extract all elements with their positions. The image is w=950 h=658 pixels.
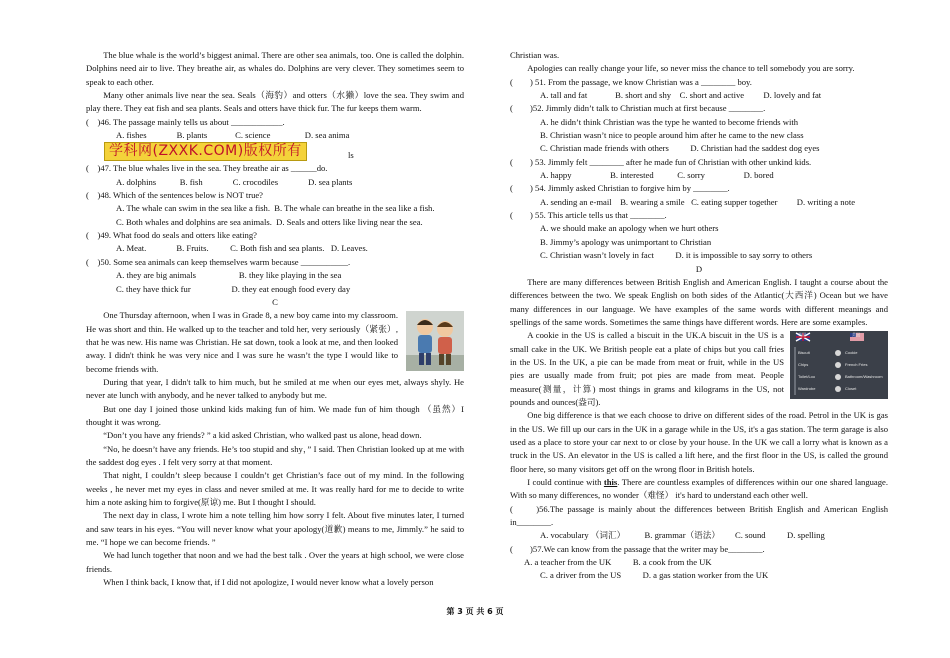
two-kids-illustration	[406, 311, 464, 371]
question-57: ( )57.We can know from the passage that the writer may be________.	[510, 543, 765, 554]
passage-c-paragraph-10: Apologies can really change your life, so never miss the chance to tell somebody you are sorry.	[527, 63, 855, 74]
question-52-option-a: A. he didn’t think Christian was the type he wanted to become friends with	[540, 116, 799, 127]
passage-c-paragraph-4: “Don’t you have any friends? ” a kid asked Christian, who walked past us alone, head down.	[103, 430, 422, 441]
question-51-options: A. tall and fat B. short and shy C. short and active D. lovely and fat	[540, 90, 822, 101]
passage-c-paragraph-7: The next day in class, I wrote him a note telling him how sorry I felt. About five minutes later, I turned and saw tears in his eyes. “You will never know what your apology(道歉) means to me, Jimmly.” he said to me. “I hope we can become friends. ”	[86, 510, 464, 548]
passage-d-paragraph-2: A cookie in the US is called a biscuit in the UK.A biscuit in the US is a small cake in the UK. We British people eat a plate of chips but you call fries in the US. In the UK, a pie can be made from meat or fruit, while in the US pies are usually made from fruit; pot pies are made from meat. People measure(测量，计算) most things in grams and kilograms in the US, not pounds and ounces(盎司).	[510, 330, 784, 407]
question-47-options: A. dolphins B. fish C. crocodiles D. sea plants	[116, 176, 353, 187]
question-50-option-cd: C. they have thick fur D. they eat enough food every day	[116, 283, 351, 294]
question-48-option-cd: C. Both whales and dolphins are sea animals. D. Seals and otters like living near the sea.	[116, 216, 423, 227]
sign-header-right: 美国	[852, 332, 860, 338]
question-52-option-b: B. Christian wasn’t nice to people around him after he came to the new class	[540, 130, 804, 141]
question-50: ( )50. Some sea animals can keep themselves warm because ___________.	[86, 256, 351, 267]
question-57-option-ab: A. a teacher from the UK B. a cook from the UK	[524, 557, 712, 568]
sign-us-word-1: Cookie	[845, 350, 858, 356]
paragraph-4-rest: . There are countless examples of differences within our one shared language. With so many differences, no wonder（难怪） it's hard to understand each other well.	[510, 477, 889, 501]
passage-c-paragraph-3: But one day I joined those unkind kids making fun of him. We made fun of him though （虽然）I thought it was wrong.	[86, 403, 464, 427]
question-51: ( ) 51. From the passage, we know Christian was a ________ boy.	[510, 76, 752, 87]
sign-header-left: 英国	[798, 332, 806, 338]
question-56-options: A. vocabulary （词汇） B. grammar（语法） C. sound D. spelling	[540, 530, 825, 541]
question-57-option-cd: C. a driver from the US D. a gas station worker from the UK	[540, 570, 769, 581]
question-54-options: A. sending an e-mail B. wearing a smile C. eating supper together D. writing a note	[540, 196, 856, 207]
passage-c-paragraph-1: One Thursday afternoon, when I was in Grade 8, a new boy came into my classroom. He was short and thin. He walked up to the teacher and told her, very seriously（紧张）, that he was new. His name was Christian. He sat down, took a look at me, and then looked away. I didn't think he was very nice and I was sure he wasn’t the type I would like to become friends with.	[86, 310, 398, 374]
question-48: ( )48. Which of the sentences below is NOT true?	[86, 190, 263, 201]
two-kids-icon	[406, 311, 464, 371]
question-55-option-a: A. we should make an apology when we hurt others	[540, 223, 719, 234]
watermark-tail-text: ls	[348, 150, 354, 161]
passage-c-paragraph-9-end: Christian was.	[510, 50, 560, 60]
passage-d-paragraph-1: There are many differences between British English and American English. I taught a course about the differences between the two. We speak English on both sides of the Atlantic(大西洋) Ocean but we have many differences in our language. We have examples of the same words with different meanings and spellings of the same words. Sometimes the same things have different words. Here are some examples.	[510, 276, 888, 327]
uk-us-words-sign	[790, 331, 888, 399]
question-52: ( )52. Jimmly didn’t talk to Christian much at first because ________.	[510, 103, 766, 114]
question-55-option-b: B. Jimmy’s apology was unimportant to Christian	[540, 236, 712, 247]
passage-c-paragraph-5: “No, he doesn’t have any friends. He’s too stupid and shy，” I said. Then Christian looked up at me with the saddest dog eyes . I felt very sorry at that moment.	[86, 443, 464, 467]
question-53-options: A. happy B. interested C. sorry D. bored	[540, 170, 774, 181]
question-49: ( )49. What food do seals and otters like eating?	[86, 230, 257, 241]
passage-d-paragraph-3: One big difference is that we each choose to drive on different sides of the road. Petrol in the UK is gas in the US. We fill up our cars in the UK in a garage while in the US, it's a gas station. The term garage is also used as a place to store your car next to or close by your house. In the UK we call a lorry what is known as a truck in the US. An elevator in the US is called a lift here, and the first floor in the US, is called the ground floor here, so many visitors get off on the wrong floor in British hotels.	[510, 410, 888, 474]
question-55: ( ) 55. This article tells us that ________.	[510, 210, 667, 221]
question-46: ( )46. The passage mainly tells us about ____________.	[86, 116, 285, 127]
passage-b-paragraph-2: Many other animals live near the sea. Seals（海豹）and otters（水獭）love the sea. They swim and play there. They eat fish and sea plants. Seals and otters have thick fur. The fur keeps them warm.	[86, 90, 464, 114]
passage-c-paragraph-9: When I think back, I know that, if I did not apologize, I would never know what a lovely person	[103, 577, 434, 588]
watermark-banner: 学科网(ZXXK.COM)版权所有	[104, 142, 307, 161]
right-column	[510, 49, 888, 583]
question-49-options: A. Meat. B. Fruits. C. Both fish and sea plants. D. Leaves.	[116, 243, 368, 254]
question-54: ( ) 54. Jimmly asked Christian to forgive him by ________.	[510, 183, 730, 194]
section-d-heading: D	[695, 263, 703, 274]
section-c-heading: C	[272, 296, 278, 307]
sign-uk-word-2: Chips	[798, 362, 809, 368]
question-50-option-ab: A. they are big animals B. they like playing in the sea	[116, 270, 342, 281]
page-footer: 第 3 页 共 6 页	[446, 607, 504, 616]
underlined-this: this	[603, 477, 618, 487]
sign-uk-word-1: Biscuit	[798, 350, 810, 356]
watermark-row	[86, 142, 464, 162]
passage-b-paragraph-1: The blue whale is the world’s biggest animal. There are other sea animals, too. One is called the dolphin. Dolphins need air to live. They breathe air, as whales do. Dolphins are very clever. They sometimes seem to speak to each other.	[86, 50, 464, 87]
question-56: ( )56.The passage is mainly about the differences between British English and American English in________.	[510, 503, 888, 528]
passage-c-paragraph-6: That night, I couldn’t sleep because I couldn’t get Christian’s face out of my mind. In the following weeks , he never met my eyes in class and never smiled at me. It was really hard for me to decide to write him a note asking him to forgive(原谅) me. But I thought I should.	[86, 470, 464, 507]
question-48-option-ab: A. The whale can swim in the sea like a fish. B. The whale can breathe in the sea like a fish.	[116, 203, 435, 214]
passage-c-paragraph-2: During that year, I didn't talk to him much, but he smiled at me when our eyes met, always shyly. He never ate lunch with anybody, and he never talked to anybody but me.	[86, 376, 464, 401]
question-46-options: A. fishes B. plants C. science D. sea anima	[116, 130, 350, 141]
paragraph-4-start: I could continue with	[527, 477, 604, 487]
sign-us-word-4: Closet	[845, 386, 857, 392]
sign-uk-word-3: Toilet/Loo	[798, 374, 816, 380]
sign-us-word-3: Bathroom/Washroom	[845, 374, 883, 380]
left-column	[86, 49, 464, 589]
question-53: ( ) 53. Jimmly felt ________ after he made fun of Christian with other unkind kids.	[510, 156, 812, 167]
question-47: ( )47. The blue whales live in the sea. They breathe air as ______do.	[86, 163, 328, 174]
passage-d-paragraph-4	[510, 476, 888, 503]
question-55-option-cd: C. Christian wasn’t lovely in fact D. it is impossible to say sorry to others	[540, 250, 813, 261]
sign-uk-word-4: Wardrobe	[798, 386, 816, 392]
sign-us-word-2: French Fries	[845, 362, 868, 368]
passage-c-paragraph-8: We had lunch together that noon and we had the best talk . Over the years at high school, we were close friends.	[86, 550, 464, 574]
question-52-option-cd: C. Christian made friends with others D. Christian had the saddest dog eyes	[540, 143, 820, 154]
